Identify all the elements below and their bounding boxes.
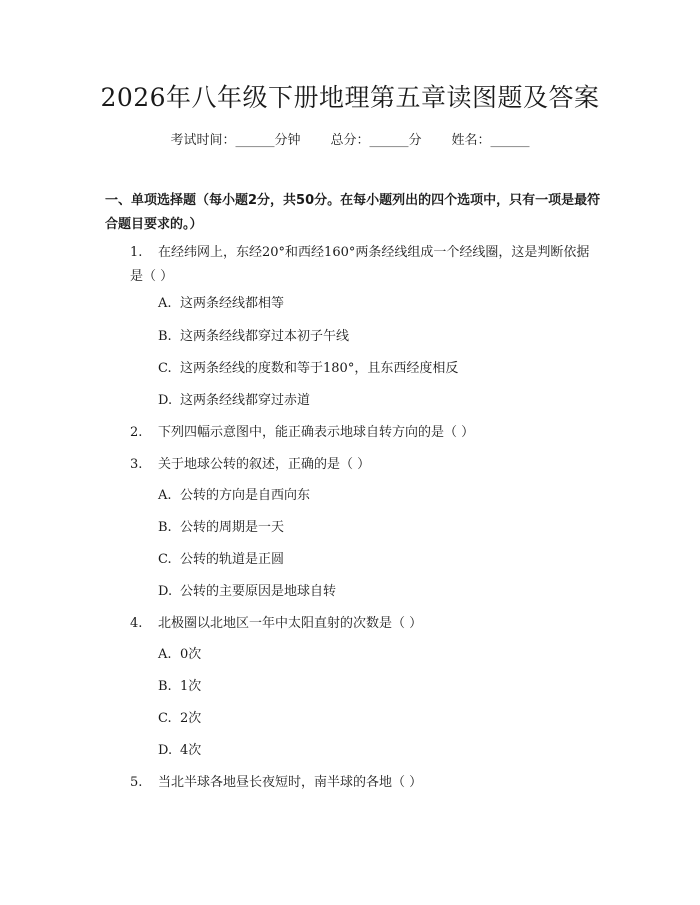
question-number: 2. bbox=[130, 425, 143, 440]
question-2 bbox=[130, 421, 600, 445]
q1-option-a bbox=[158, 294, 598, 314]
question-number: 3. bbox=[130, 457, 143, 472]
q3-option-a bbox=[158, 486, 598, 506]
q4-option-c bbox=[158, 709, 598, 729]
option-label: D. bbox=[158, 584, 173, 599]
option-text: 1次 bbox=[180, 679, 202, 694]
question-3 bbox=[130, 453, 600, 477]
exam-time-field: 考试时间：______分钟 bbox=[170, 133, 301, 148]
q1-option-c bbox=[158, 359, 598, 379]
option-text: 公转的周期是一天 bbox=[180, 520, 285, 535]
question-number: 1. bbox=[130, 245, 143, 260]
option-text: 公转的轨道是正圆 bbox=[180, 552, 285, 567]
q4-option-d bbox=[158, 741, 598, 761]
question-text: 下列四幅示意图中，能正确表示地球自转方向的是（ ） bbox=[158, 425, 475, 440]
question-5 bbox=[130, 771, 600, 795]
question-text: 当北半球各地昼长夜短时，南半球的各地（ ） bbox=[158, 775, 423, 790]
option-text: 这两条经线都穿过赤道 bbox=[180, 393, 311, 408]
question-text: 北极圈以北地区一年中太阳直射的次数是（ ） bbox=[158, 616, 423, 631]
q3-option-d bbox=[158, 582, 598, 602]
total-score-field: 总分：______分 bbox=[330, 133, 422, 148]
option-text: 公转的方向是自西向东 bbox=[180, 488, 311, 503]
student-name-field: 姓名：______ bbox=[451, 133, 530, 148]
exam-info-line bbox=[0, 131, 700, 151]
q3-option-c bbox=[158, 550, 598, 570]
option-text: 这两条经线都相等 bbox=[180, 296, 285, 311]
option-label: C. bbox=[158, 552, 172, 567]
section-heading: 一、单项选择题（每小题2分，共50分。在每小题列出的四个选项中，只有一项是最符合题目要求的。） bbox=[105, 193, 601, 232]
option-label: A. bbox=[158, 488, 172, 503]
option-text: 2次 bbox=[180, 711, 202, 726]
option-text: 0次 bbox=[180, 647, 202, 662]
option-label: A. bbox=[158, 296, 172, 311]
q4-option-b bbox=[158, 677, 598, 697]
option-text: 4次 bbox=[180, 743, 202, 758]
question-number: 4. bbox=[130, 616, 143, 631]
question-4 bbox=[130, 612, 600, 636]
q3-option-b bbox=[158, 518, 598, 538]
q1-option-d bbox=[158, 391, 598, 411]
q4-option-a bbox=[158, 645, 598, 665]
question-text: 在经纬网上，东经20°和西经160°两条经线组成一个经线圈，这是判断依据是（ ） bbox=[130, 245, 590, 284]
option-label: A. bbox=[158, 647, 172, 662]
option-text: 这两条经线的度数和等于180°，且东西经度相反 bbox=[180, 361, 459, 376]
option-label: B. bbox=[158, 329, 172, 344]
document-title: 2026年八年级下册地理第五章读图题及答案 bbox=[100, 83, 600, 112]
q1-option-b bbox=[158, 327, 598, 347]
option-label: D. bbox=[158, 393, 173, 408]
question-1 bbox=[130, 241, 600, 289]
option-label: B. bbox=[158, 520, 172, 535]
option-label: C. bbox=[158, 361, 172, 376]
option-text: 这两条经线都穿过本初子午线 bbox=[180, 329, 350, 344]
option-text: 公转的主要原因是地球自转 bbox=[180, 584, 337, 599]
option-label: B. bbox=[158, 679, 172, 694]
option-label: C. bbox=[158, 711, 172, 726]
question-number: 5. bbox=[130, 775, 143, 790]
question-text: 关于地球公转的叙述，正确的是（ ） bbox=[158, 457, 371, 472]
option-label: D. bbox=[158, 743, 173, 758]
